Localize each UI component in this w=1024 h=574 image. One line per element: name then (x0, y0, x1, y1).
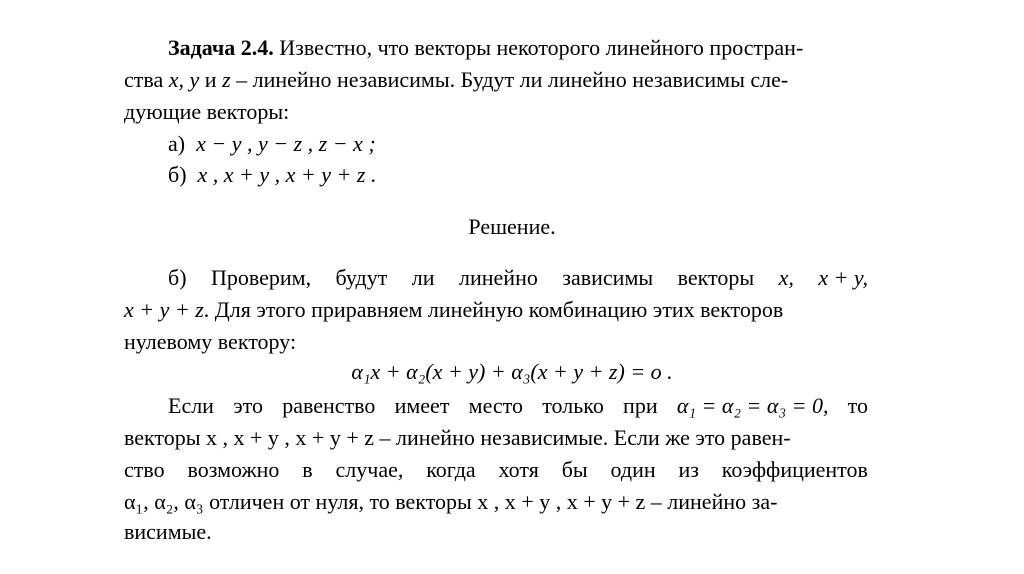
word: бы (561, 457, 588, 482)
word: имеет (394, 393, 450, 418)
problem-line-3 (124, 99, 289, 125)
solution-heading (0, 214, 1024, 240)
problem-line-2 (124, 67, 868, 93)
word: место (468, 393, 523, 418)
word: хотя (498, 457, 539, 482)
problem-text-3: дующие векторы: (124, 99, 290, 124)
item-b-vectors: x , x + y , x + y + z . (197, 162, 377, 187)
solution-equation (0, 359, 1024, 385)
problem-text-1: Известно, что векторы некоторого линейного простран- (279, 35, 804, 60)
problem-text-2a: ства (124, 67, 164, 92)
math-x: x, (778, 265, 794, 290)
solution-p2-line-3 (124, 457, 868, 483)
solution-p2-line-2 (124, 425, 868, 451)
math-x-plus-y-plus-z: x + y + z (124, 297, 204, 322)
word: в (302, 457, 313, 482)
problem-text-2b: и (204, 67, 217, 92)
problem-vars-xy: x, y (168, 67, 200, 92)
item-a-vectors: x − y , y − z , z − x ; (196, 131, 376, 156)
equation-text: α₁x + α₂(x + y) + α₃(x + y + z) = o . (351, 359, 673, 384)
solution-p2-text-2: векторы x , x + y , x + y + z – линейно независимые. Если же это равен- (124, 425, 791, 450)
problem-title: Задача 2.4. (168, 35, 274, 60)
math-alphas-zero: α₁ = α₂ = α₃ = 0, (676, 393, 829, 418)
solution-p1-line-1 (168, 265, 868, 291)
solution-p2-text-4: α₁, α₂, α₃ отличен от нуля, то векторы x , x + y , x + y + z – линейно за- (124, 489, 778, 514)
problem-line-1 (168, 35, 868, 61)
word: ство (124, 457, 165, 482)
problem-item-a (168, 131, 376, 157)
problem-item-b (168, 162, 376, 188)
word: будут (335, 265, 388, 290)
solution-p1-line-2 (124, 297, 783, 323)
solution-p2-line-4 (124, 489, 868, 515)
word: векторы (677, 265, 755, 290)
word: коэффициентов (721, 457, 868, 482)
item-b-label: б) (168, 162, 187, 187)
word: то (847, 393, 868, 418)
word: только (542, 393, 604, 418)
word: один (610, 457, 656, 482)
word: зависимы (562, 265, 654, 290)
word: когда (426, 457, 476, 482)
word: возможно (187, 457, 280, 482)
item-a-label: а) (168, 131, 186, 156)
word: равенство (282, 393, 376, 418)
solution-heading-text: Решение. (468, 214, 556, 239)
word: Если (168, 393, 214, 418)
word: линейно (459, 265, 538, 290)
word: из (678, 457, 699, 482)
problem-text-2c: – линейно независимы. Будут ли линейно независимы сле- (236, 67, 789, 92)
solution-p1-text-2: . Для этого приравняем линейную комбинацию этих векторов (203, 297, 784, 322)
problem-var-z: z (222, 67, 231, 92)
word: случае, (335, 457, 404, 482)
solution-p2-text-5: висимые. (124, 519, 212, 544)
solution-p2-line-5 (124, 519, 212, 545)
word: б) (168, 265, 187, 290)
word: при (623, 393, 658, 418)
solution-p1-text-3: нулевому вектору: (124, 329, 297, 354)
math-x-plus-y: x + y, (818, 265, 868, 290)
word: это (233, 393, 263, 418)
word: ли (411, 265, 435, 290)
word: Проверим, (210, 265, 312, 290)
solution-p1-line-3 (124, 329, 296, 355)
solution-p2-line-1 (168, 393, 868, 419)
